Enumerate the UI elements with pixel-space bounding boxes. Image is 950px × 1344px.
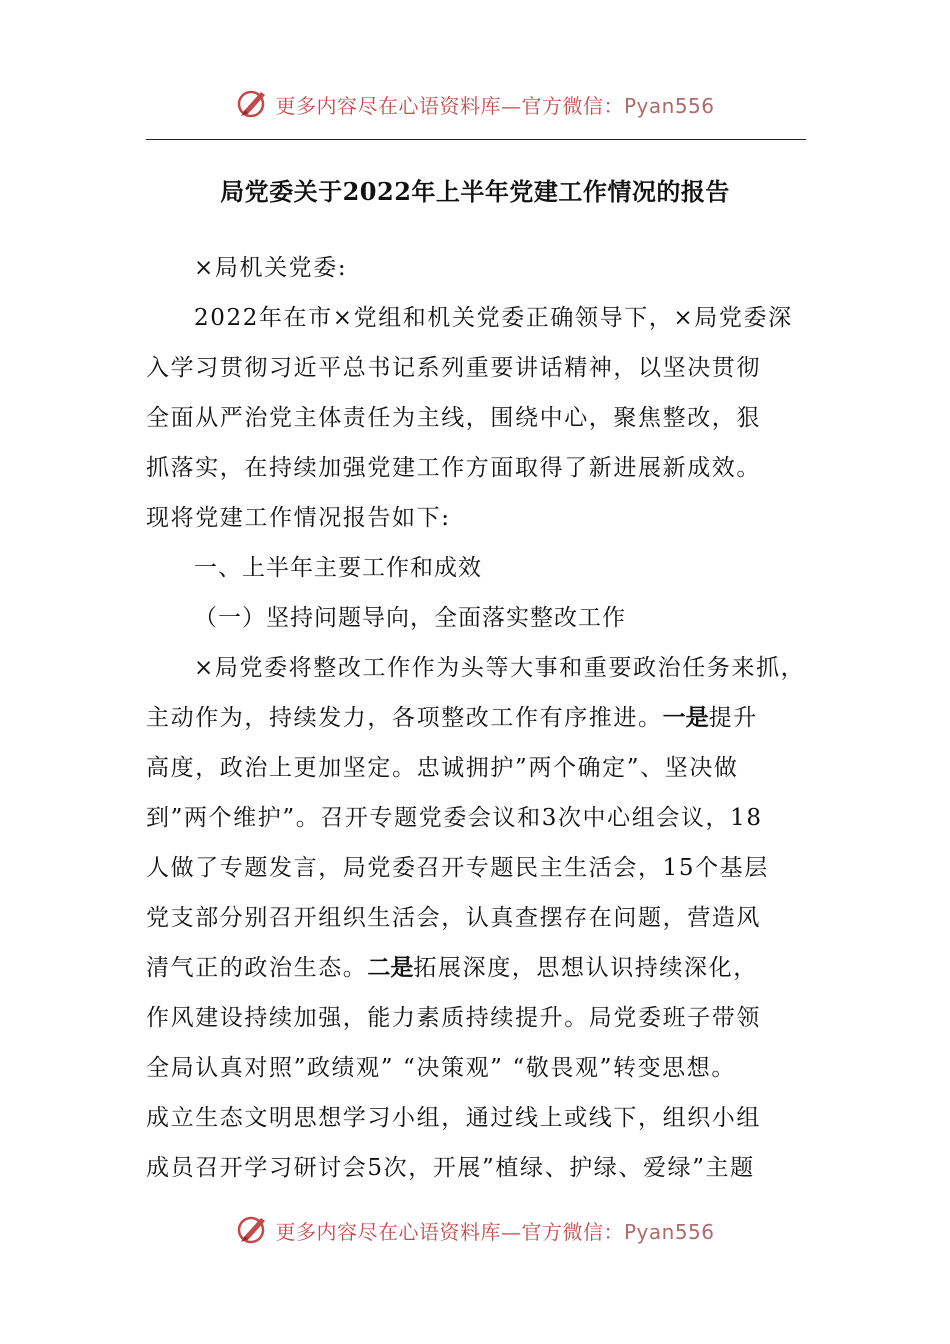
pen-logo-icon xyxy=(235,1212,271,1248)
paragraph-line: 抓落实，在持续加强党建工作方面取得了新进展新成效。 xyxy=(146,455,761,481)
header-banner xyxy=(0,84,950,124)
paragraph-line: 作风建设持续加强，能力素质持续提升。局党委班子带领 xyxy=(146,1005,761,1031)
header-divider xyxy=(146,139,806,140)
paragraph-line: 全局认真对照”政绩观” “决策观” “敬畏观”转变思想。 xyxy=(146,1055,736,1081)
paragraph-line: 清气正的政治生态。二是拓展深度，思想认识持续深化， xyxy=(146,955,758,981)
paragraph-line: 成员召开学习研讨会5次，开展”植绿、护绿、爱绿”主题 xyxy=(146,1155,755,1181)
bold-marker: 一是 xyxy=(662,705,709,731)
bold-marker: 二是 xyxy=(367,955,414,981)
wechat-id: Pyan556 xyxy=(623,93,715,118)
section-heading: 一、上半年主要工作和成效 xyxy=(194,555,482,581)
paragraph-line: 全面从严治党主体责任为主线，围绕中心，聚焦整改，狠 xyxy=(146,405,761,431)
paragraph-line: ×局党委将整改工作作为头等大事和重要政治任务来抓， xyxy=(194,655,806,681)
paragraph-line: 2022年在市×党组和机关党委正确领导下，×局党委深 xyxy=(194,305,793,331)
subsection-heading: （一）坚持问题导向，全面落实整改工作 xyxy=(194,605,626,631)
document-title: 局党委关于2022年上半年党建工作情况的报告 xyxy=(220,177,730,206)
paragraph-line: 到”两个维护”。召开专题党委会议和3次中心组会议，18 xyxy=(146,805,763,831)
paragraph-line: 现将党建工作情况报告如下: xyxy=(146,505,451,531)
paragraph-line: 成立生态文明思想学习小组，通过线上或线下，组织小组 xyxy=(146,1105,761,1131)
paragraph-line: 人做了专题发言，局党委召开专题民主生活会，15个基层 xyxy=(146,855,769,881)
wechat-id: Pyan556 xyxy=(623,1219,715,1244)
paragraph-line: 入学习贯彻习近平总书记系列重要讲话精神，以坚决贯彻 xyxy=(146,355,761,381)
paragraph-line: 党支部分别召开组织生活会，认真查摆存在问题，营造风 xyxy=(146,905,761,931)
pen-logo-icon xyxy=(235,86,271,122)
banner-text: 更多内容尽在心语资料库—官方微信：Pyan556 xyxy=(275,93,715,118)
paragraph-line: 主动作为，持续发力，各项整改工作有序推进。一是提升 xyxy=(146,705,758,731)
banner-text: 更多内容尽在心语资料库—官方微信：Pyan556 xyxy=(275,1219,715,1244)
addressee: ×局机关党委: xyxy=(194,255,348,281)
paragraph-line: 高度，政治上更加坚定。忠诚拥护”两个确定”、坚决做 xyxy=(146,755,739,781)
footer-banner xyxy=(0,1210,950,1250)
